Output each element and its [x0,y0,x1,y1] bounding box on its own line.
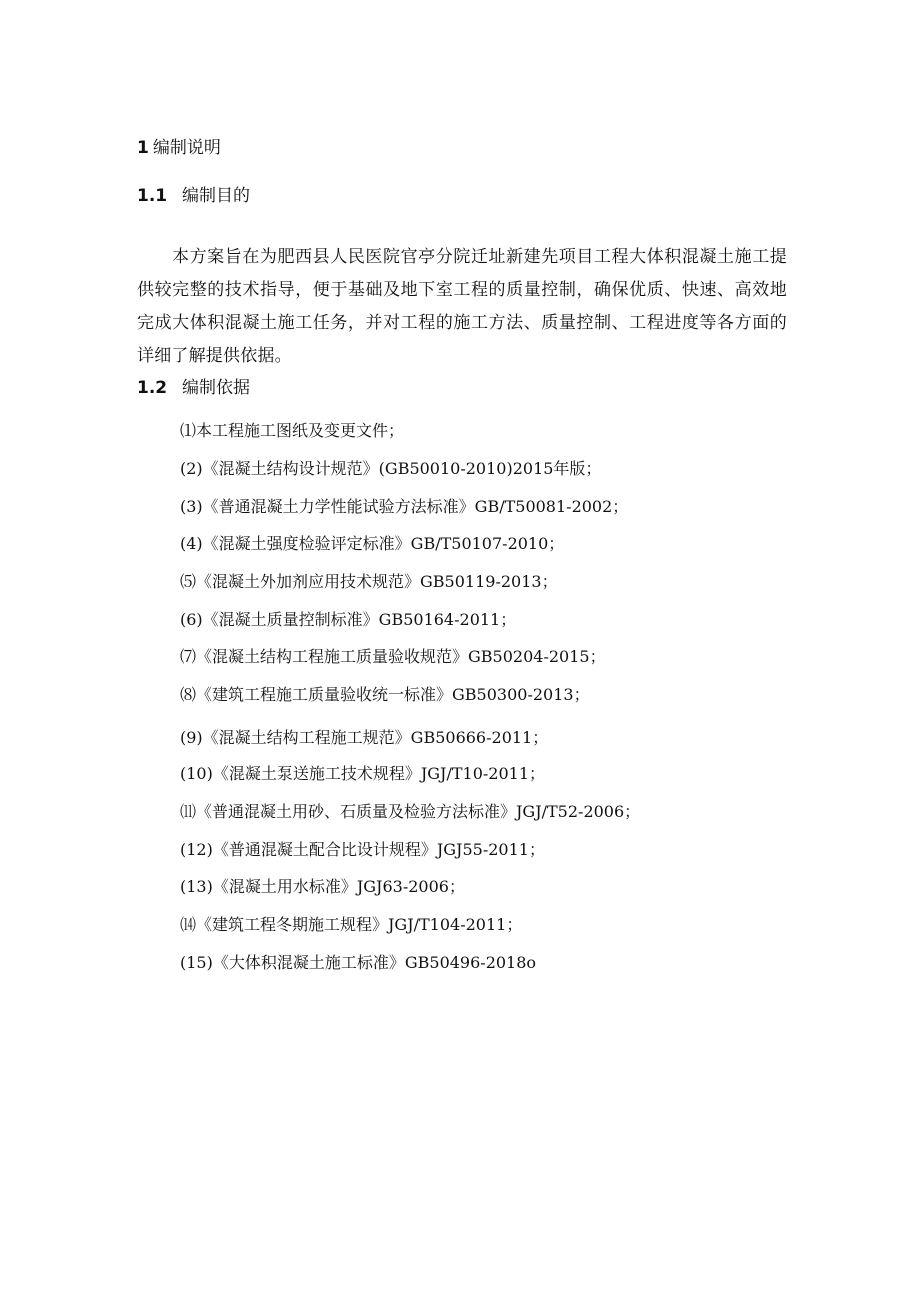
reference-item: ⑴本工程施工图纸及变更文件； [180,421,405,440]
section-number: 1.1 [137,186,168,206]
reference-item: ⑻《建筑工程施工质量验收统一标准》GB50300-2013； [180,685,590,704]
section-number: 1 [137,138,149,158]
reference-item: (9)《混凝土结构工程施工规范》GB50666-2011； [180,728,549,747]
section-heading-1 [137,136,221,160]
section-number: 1.2 [137,378,168,398]
section-heading-1-2 [137,376,250,400]
section-heading-1-1 [137,184,250,208]
reference-item: (6)《混凝土质量控制标准》GB50164-2011； [180,610,517,629]
reference-item: (13)《混凝土用水标准》JGJ63-2006； [180,877,465,896]
reference-item: (15)《大体积混凝土施工标准》GB50496-2018o [180,953,537,972]
reference-item: (12)《普通混凝土配合比设计规程》JGJ55-2011； [180,840,545,859]
reference-item: (3)《普通混凝土力学性能试验方法标准》GB/T50081-2002； [180,497,629,516]
reference-item: ⑸《混凝土外加剂应用技术规范》GB50119-2013； [180,572,558,591]
reference-item: ⑺《混凝土结构工程施工质量验收规范》GB50204-2015； [180,647,606,666]
purpose-paragraph: 本方案旨在为肥西县人民医院官亭分院迁址新建先项目工程大体积混凝土施工提供较完整的技术指导，便于基础及地下室工程的质量控制，确保优质、快速、高效地完成大体积混凝土施工任务，并对工程的施工方法、质量控制、工程进度等各方面的详细了解提供依据。 [137,247,787,366]
section-title: 编制说明 [152,138,221,158]
reference-item: (2)《混凝土结构设计规范》(GB50010-2010)2015年版； [180,459,602,478]
reference-item: ⒁《建筑工程冬期施工规程》JGJ/T104-2011； [180,915,523,934]
reference-item: ⑾《普通混凝土用砂、石质量及检验方法标准》JGJ/T52-2006； [180,802,641,821]
reference-item: (4)《混凝土强度检验评定标准》GB/T50107-2010； [180,534,565,553]
section-title: 编制依据 [182,378,250,398]
reference-item: (10)《混凝土泵送施工技术规程》JGJ/T10-2011； [180,764,546,783]
section-title: 编制目的 [182,186,250,206]
